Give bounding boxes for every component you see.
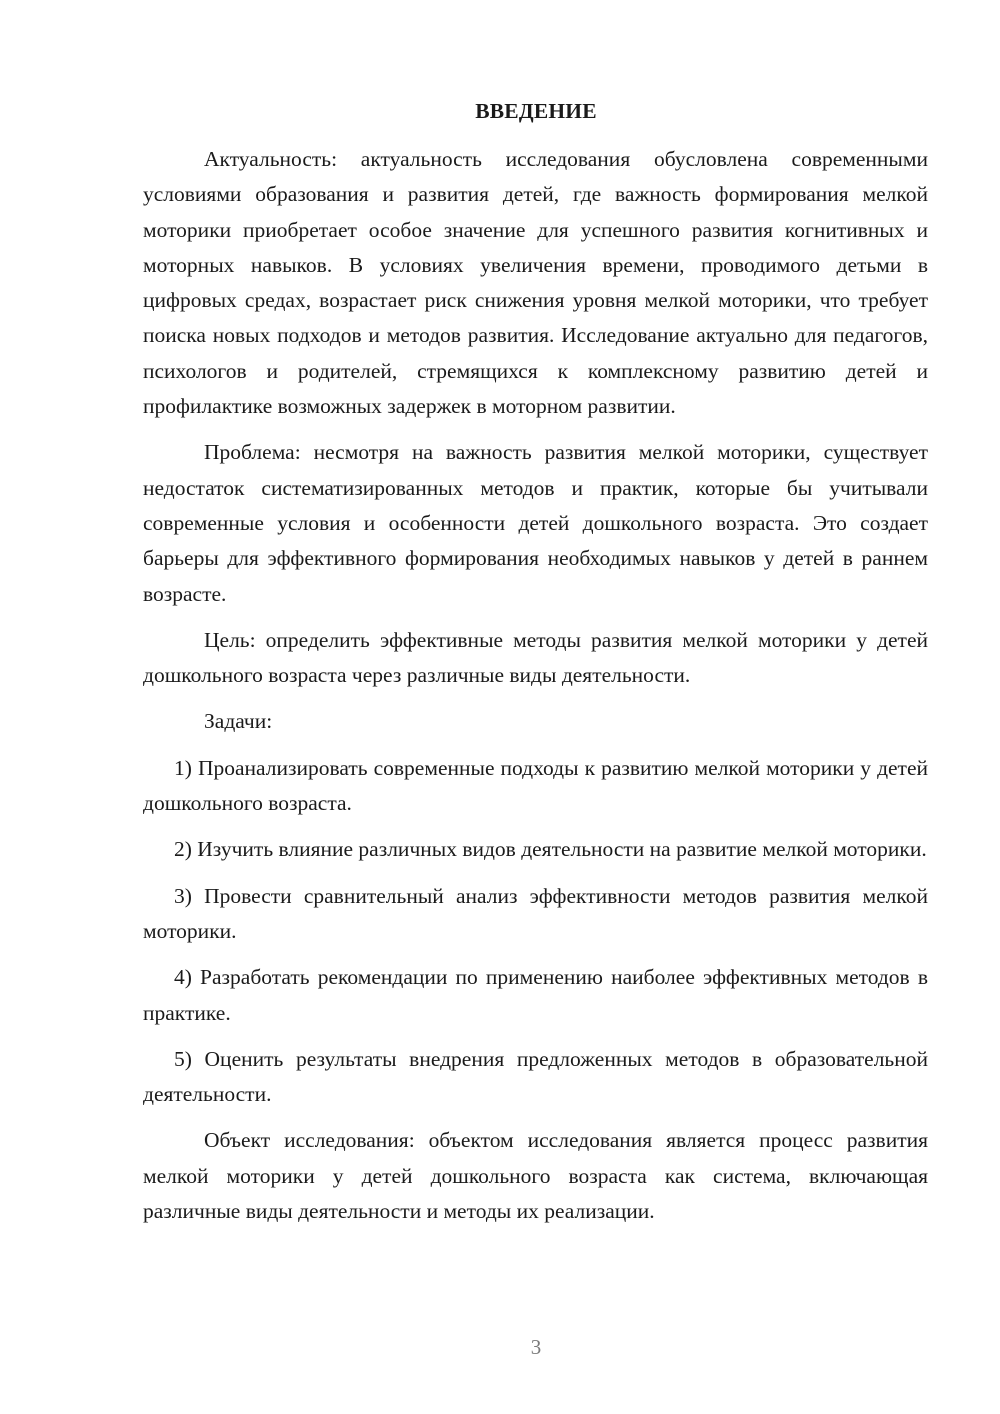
- task-item-2: 2) Изучить влияние различных видов деятельности на развитие мелкой моторики.: [174, 837, 927, 862]
- document-body: [143, 142, 928, 1229]
- paragraph-relevance: Актуальность: актуальность исследования обусловлена современными условиями образования и развития детей, где важность формирования мелкой моторики приобретает особое значение для успешного развития когнитивных и моторных навыков. В условиях увеличения времени, проводимого детьми в цифровых средах, возрастает риск снижения уровня мелкой моторики, что требует поиска новых подходов и методов развития. Исследование актуально для педагогов, психологов и родителей, стремящихся к комплексному развитию детей и профилактике возможных задержек в моторном развитии.: [143, 147, 928, 419]
- task-item-1: 1) Проанализировать современные подходы к развитию мелкой моторики у детей дошкольного возраста.: [143, 755, 928, 816]
- section-heading: ВВЕДЕНИЕ: [475, 99, 597, 123]
- paragraph-problem: Проблема: несмотря на важность развития мелкой моторики, существует недостаток систематизированных методов и практик, которые бы учитывали современные условия и особенности детей дошкольного возраста. Это создает барьеры для эффективного формирования необходимых навыков у детей в раннем возрасте.: [143, 440, 928, 606]
- page-number: 3: [530, 1335, 542, 1359]
- task-item-3: 3) Провести сравнительный анализ эффективности методов развития мелкой моторики.: [143, 883, 928, 943]
- paragraph-tasks-label: Задачи:: [204, 709, 273, 734]
- paragraph-object: Объект исследования: объектом исследования является процесс развития мелкой моторики у детей дошкольного возраста как система, включающая различные виды деятельности и методы их реализации.: [143, 1128, 928, 1224]
- paragraph-goal: Цель: определить эффективные методы развития мелкой моторики у детей дошкольного возраста через различные виды деятельности.: [143, 627, 928, 688]
- task-item-4: 4) Разработать рекомендации по применению наиболее эффективных методов в практике.: [143, 965, 928, 1025]
- task-item-5: 5) Оценить результаты внедрения предложенных методов в образовательной деятельности.: [143, 1046, 928, 1107]
